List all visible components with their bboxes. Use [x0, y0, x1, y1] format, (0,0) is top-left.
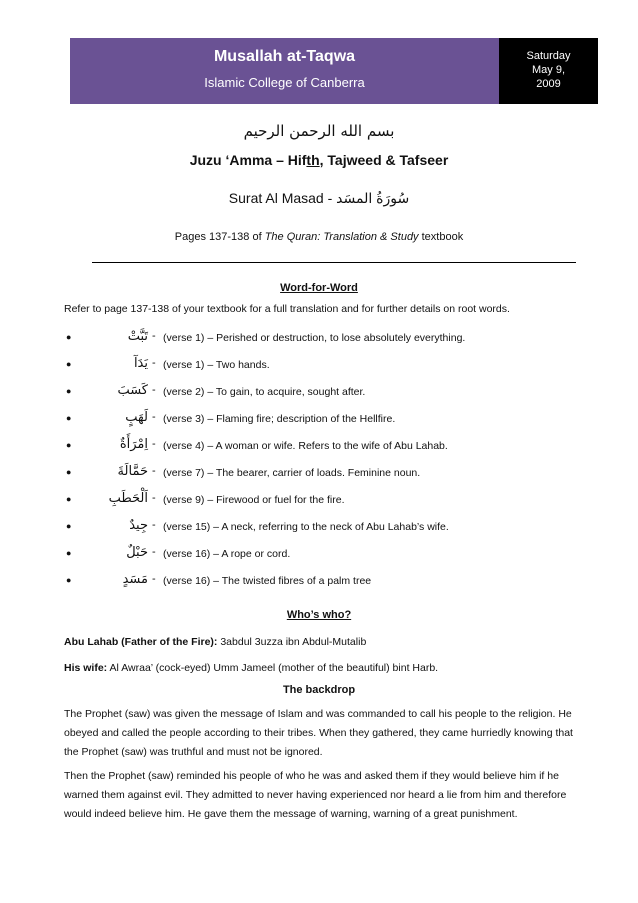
bullet-icon: ● [66, 440, 72, 450]
vocab-item [0, 437, 638, 459]
bullet-icon: ● [66, 575, 72, 585]
backdrop-paragraph-1: The Prophet (saw) was given the message of Islam and was commanded to call his people to the religion. He obeyed and called the people according to their tribes. When they gathered, they came hurriedly knowing that the Prophet (saw) was truthful and must not be ignored. [64, 708, 573, 758]
vocab-item [0, 356, 638, 378]
vocab-arabic: حَبْلٌ [126, 545, 148, 560]
backdrop-heading: The backdrop [282, 684, 356, 696]
vocab-dash: - [152, 519, 156, 531]
vocab-arabic: لَهَبٍ [125, 410, 148, 425]
vocab-item [0, 545, 638, 567]
header-banner [70, 38, 499, 104]
vocab-dash: - [152, 546, 156, 558]
vocab-item [0, 329, 638, 351]
vocab-dash: - [152, 411, 156, 423]
vocab-dash: - [152, 438, 156, 450]
header-subtitle: Islamic College of Canberra [204, 75, 365, 90]
vocab-item [0, 464, 638, 486]
vocab-dash: - [152, 492, 156, 504]
vocab-definition: (verse 3) – Flaming fire; description of the Hellfire. [163, 413, 396, 425]
vocab-definition: (verse 15) – A neck, referring to the neck of Abu Lahab’s wife. [163, 521, 449, 533]
abu-lahab-value: 3abdul 3uzza ibn Abdul-Mutalib [220, 636, 367, 648]
date-day: Saturday [526, 50, 571, 62]
word-for-word-intro: Refer to page 137-138 of your textbook for a full translation and for further details on root words. [64, 303, 510, 315]
bullet-icon: ● [66, 332, 72, 342]
pages-note [0, 231, 638, 243]
vocab-item [0, 518, 638, 540]
bullet-icon: ● [66, 359, 72, 369]
vocab-definition: (verse 1) – Perished or destruction, to lose absolutely everything. [163, 332, 466, 344]
word-for-word-heading: Word-for-Word [280, 282, 358, 294]
bullet-icon: ● [66, 548, 72, 558]
vocab-definition: (verse 16) – The twisted fibres of a palm tree [163, 575, 372, 587]
basmala: بسم الله الرحمن الرحيم [243, 122, 395, 140]
bullet-icon: ● [66, 467, 72, 477]
vocab-arabic: جِيدٌ [129, 518, 148, 533]
backdrop-paragraph-2: Then the Prophet (saw) reminded his people of who he was and asked them if they would believe him if he warned them against evil. They admitted to never having experienced nor heard a lie from him and therefore would indeed believe him. He gave them the message of warning, warning of a great punishment. [64, 770, 567, 820]
vocab-definition: (verse 1) – Two hands. [163, 359, 270, 371]
vocab-definition: (verse 2) – To gain, to acquire, sought after. [163, 386, 366, 398]
vocab-arabic: حَمَّالَةَ [117, 464, 148, 479]
vocab-arabic: اَلْحَطَبِ [108, 491, 148, 506]
date-year: 2009 [536, 78, 561, 90]
vocab-definition: (verse 4) – A woman or wife. Refers to the wife of Abu Lahab. [163, 440, 448, 452]
page-title [0, 152, 638, 168]
vocab-definition: (verse 9) – Firewood or fuel for the fire. [163, 494, 345, 506]
bullet-icon: ● [66, 413, 72, 423]
vocab-arabic: كَسَبَ [117, 383, 148, 398]
vocab-dash: - [152, 330, 156, 342]
title-part-1: Juzu ‘Amma – Hif [189, 152, 307, 168]
title-part-2: , Tajweed & Tafseer [319, 152, 449, 168]
vocab-item [0, 572, 638, 594]
whos-who-heading: Who’s who? [286, 609, 352, 621]
header-title: Musallah at-Taqwa [213, 48, 356, 65]
vocab-arabic: مَسَدٍ [122, 572, 148, 587]
title-part-underlined: th [306, 152, 320, 168]
vocab-arabic: تَبَّتْ [127, 329, 148, 344]
divider-line [92, 262, 576, 263]
abu-lahab-label: Abu Lahab (Father of the Fire): [64, 636, 218, 648]
vocab-dash: - [152, 357, 156, 369]
bullet-icon: ● [66, 386, 72, 396]
document-header [70, 38, 598, 104]
wife-value: Al Awraa’ (cock-eyed) Umm Jameel (mother of the beautiful) bint Harb. [109, 662, 439, 674]
pages-note-post: textbook [418, 231, 464, 243]
vocab-definition: (verse 16) – A rope or cord. [163, 548, 291, 560]
vocab-dash: - [152, 573, 156, 585]
bullet-icon: ● [66, 521, 72, 531]
header-date [499, 38, 598, 104]
vocab-item [0, 410, 638, 432]
wife-label: His wife: [64, 662, 108, 674]
surah-title: Surat Al Masad - سُورَةُ المسَد [228, 190, 410, 206]
pages-note-book: The Quran: Translation & Study [264, 231, 419, 243]
vocab-dash: - [152, 384, 156, 396]
wife-line [64, 662, 438, 674]
vocab-dash: - [152, 465, 156, 477]
pages-note-pre: Pages 137-138 of [174, 231, 265, 243]
abu-lahab-line [64, 636, 366, 648]
vocab-item [0, 383, 638, 405]
bullet-icon: ● [66, 494, 72, 504]
vocab-arabic: يَدَآ [133, 356, 148, 371]
vocab-definition: (verse 7) – The bearer, carrier of loads. Feminine noun. [163, 467, 421, 479]
date-month-day: May 9, [531, 64, 565, 76]
vocab-item [0, 491, 638, 513]
vocab-arabic: اِمْرَأَةٌ [119, 437, 148, 452]
